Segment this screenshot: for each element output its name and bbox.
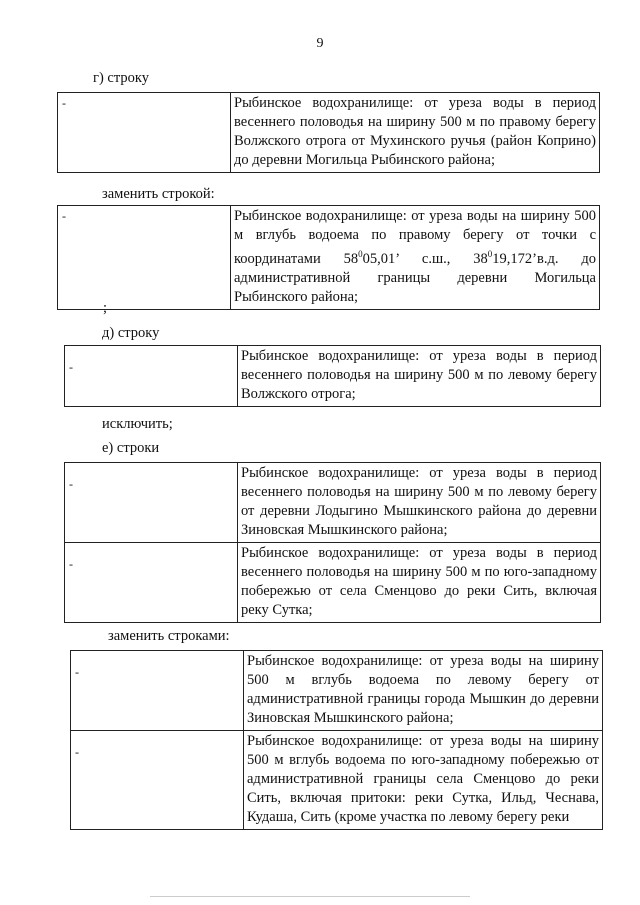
table-row (71, 651, 603, 731)
dash-marker: - (69, 477, 73, 491)
table-cell-right (238, 346, 601, 407)
table-cell-left (65, 463, 238, 543)
table-g-new (57, 205, 600, 310)
degree-mark: 0 (487, 249, 493, 259)
table-cell-right (238, 463, 601, 543)
table-cell-left (71, 651, 244, 731)
dash-marker: - (62, 96, 66, 110)
row-text: Рыбинское водохранилище: от уреза воды в период весеннего половодья на ширину 500 м по правому берегу Волжского отрога от Мухинского ручья (район Коприно) до деревни Могильца Рыбинского района; (234, 95, 596, 168)
table-row (71, 731, 603, 830)
row-text: Рыбинское водохранилище: от уреза воды на ширину 500 м вглубь водоема по левому берегу от административной границы города Мышкин до деревни Зиновская Мышкинского района; (247, 653, 599, 726)
section-e-label: е) строки (102, 440, 160, 456)
row-text: Рыбинское водохранилище: от уреза воды на ширину 500 м вглубь водоема по юго-западному побережью от административной границы села Сменцово до реки Сить, включая притоки: реки Сутка, Ильд, Чеснава, Кудаша, Сить (кроме участка по левому берегу реки (247, 733, 599, 825)
table-cell-left (58, 93, 231, 173)
row-text: Рыбинское водохранилище: от уреза воды в период весеннего половодья на ширину 500 м по левому берегу от деревни Лодыгино Мышкинского района до деревни Зиновская Мышкинского района; (241, 465, 597, 538)
dash-marker: - (62, 209, 66, 223)
table-e-new (70, 650, 603, 830)
row-text: Рыбинское водохранилище: от уреза воды в период весеннего половодья на ширину 500 м по левому берегу Волжского отрога; (241, 348, 597, 402)
replace-label: заменить строкой: (102, 186, 215, 202)
table-row (65, 543, 601, 623)
table-e-old (64, 462, 601, 623)
table-row (65, 463, 601, 543)
semicolon: ; (103, 300, 108, 316)
table-cell-left (71, 731, 244, 830)
coord-text-c: 19,172’в.д. до административной границы деревни Могильца Рыбинского района; (234, 250, 597, 305)
table-cell-right (231, 206, 600, 310)
table-cell-right (244, 731, 603, 830)
dash-marker: - (69, 360, 73, 374)
table-row (58, 206, 600, 310)
table-g-old (57, 92, 600, 173)
page-number: 9 (316, 36, 324, 51)
dash-marker: - (75, 665, 79, 679)
row-text (231, 206, 599, 309)
table-row (65, 346, 601, 407)
table-cell-left (58, 206, 231, 310)
replace-rows-label: заменить строками: (108, 628, 230, 644)
exclude-label: исключить; (102, 416, 173, 432)
section-g-label: г) строку (93, 70, 149, 86)
row-text: Рыбинское водохранилище: от уреза воды в период весеннего половодья на ширину 500 м по юго-западному побережью от села Сменцово до реки Сить, включая реку Сутка; (241, 545, 597, 618)
table-cell-right (231, 93, 600, 173)
table-d (64, 345, 601, 407)
dash-marker: - (75, 745, 79, 759)
coord-text-a: Рыбинское водохранилище: от уреза воды на ширину 500 м вглубь водоема по правому берегу от точки с координатами 58 (234, 208, 596, 267)
section-d-label: д) строку (102, 325, 160, 341)
table-cell-right (238, 543, 601, 623)
scan-edge-line (150, 896, 470, 897)
table-row (58, 93, 600, 173)
degree-mark: 0 (358, 249, 363, 259)
table-cell-left (65, 346, 238, 407)
table-cell-right (244, 651, 603, 731)
coord-text-b: 05,01’ с.ш., 38 (362, 250, 488, 267)
dash-marker: - (69, 557, 73, 571)
table-cell-left (65, 543, 238, 623)
